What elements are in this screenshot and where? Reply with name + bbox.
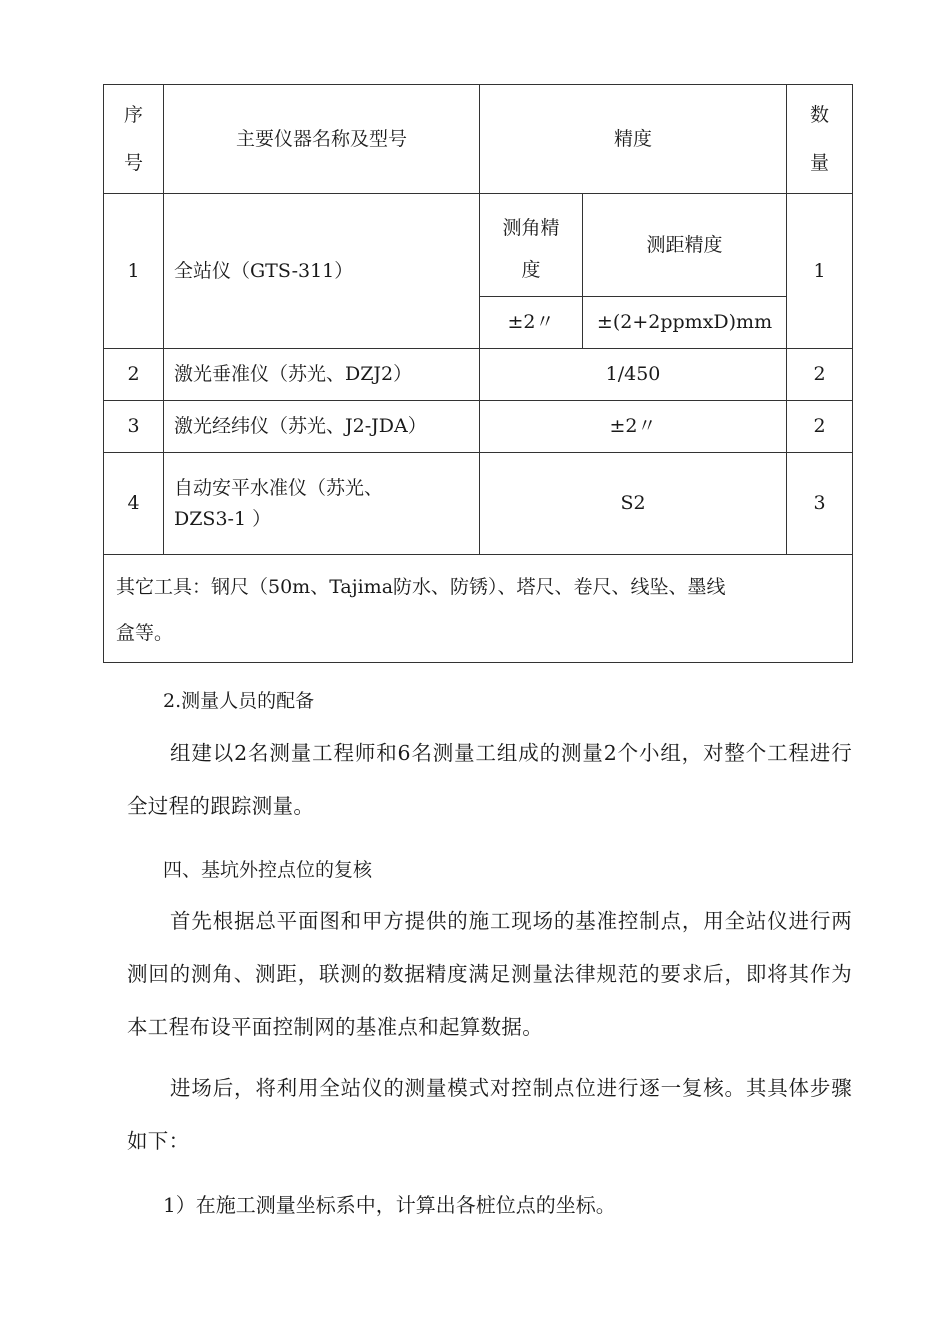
- row-precision: ±2〃: [480, 401, 787, 453]
- paragraph-staff: 组建以2名测量工程师和6名测量工组成的测量2个小组，对整个工程进行全过程的跟踪测量。: [127, 741, 852, 818]
- section-heading-review: 四、基坑外控点位的复核: [163, 859, 373, 881]
- other-tools-row: [104, 555, 853, 663]
- row-quantity: 3: [787, 453, 853, 555]
- row-precision: 1/450: [480, 349, 787, 401]
- paragraph-review-2: 进场后，将利用全站仪的测量模式对控制点位进行逐一复核。其具体步骤如下：: [127, 1076, 852, 1153]
- header-name: 主要仪器名称及型号: [164, 85, 480, 194]
- step-1: 1）在施工测量坐标系中，计算出各桩位点的坐标。: [163, 1193, 616, 1217]
- table-row: [104, 453, 853, 555]
- angle-precision-value: ±2〃: [480, 297, 583, 349]
- row-name: 全站仪（GTS-311）: [164, 194, 480, 349]
- row-quantity: 2: [787, 349, 853, 401]
- row-name: 激光垂准仪（苏光、DZJ2）: [164, 349, 480, 401]
- row-quantity: 2: [787, 401, 853, 453]
- header-index: 序 号: [104, 85, 164, 194]
- table-row: [104, 194, 853, 297]
- instrument-table: [103, 84, 853, 663]
- paragraph-review-1: 首先根据总平面图和甲方提供的施工现场的基准控制点，用全站仪进行两测回的测角、测距，联测的数据精度满足测量法律规范的要求后，即将其作为本工程布设平面控制网的基准点和起算数据。: [127, 909, 852, 1039]
- row-index: 3: [104, 401, 164, 453]
- header-quantity: 数 量: [787, 85, 853, 194]
- row-precision: S2: [480, 453, 787, 555]
- table-row: [104, 401, 853, 453]
- table-header-row: [104, 85, 853, 194]
- row-quantity: 1: [787, 194, 853, 349]
- row-index: 2: [104, 349, 164, 401]
- row-name: 激光经纬仪（苏光、J2-JDA）: [164, 401, 480, 453]
- section-heading-staff: 2.测量人员的配备: [163, 690, 315, 712]
- distance-precision-label: 测距精度: [583, 194, 787, 297]
- table-row: [104, 349, 853, 401]
- distance-precision-value: ±(2+2ppmxD)mm: [583, 297, 787, 349]
- row-index: 4: [104, 453, 164, 555]
- other-tools: 其它工具：钢尺（50m、Tajima防水、防锈）、塔尺、卷尺、线坠、墨线 盒等。: [104, 555, 853, 663]
- header-precision: 精度: [480, 85, 787, 194]
- angle-precision-label: 测角精 度: [480, 194, 583, 297]
- row-index: 1: [104, 194, 164, 349]
- row-name: 自动安平水准仪（苏光、 DZS3-1 ）: [164, 453, 480, 555]
